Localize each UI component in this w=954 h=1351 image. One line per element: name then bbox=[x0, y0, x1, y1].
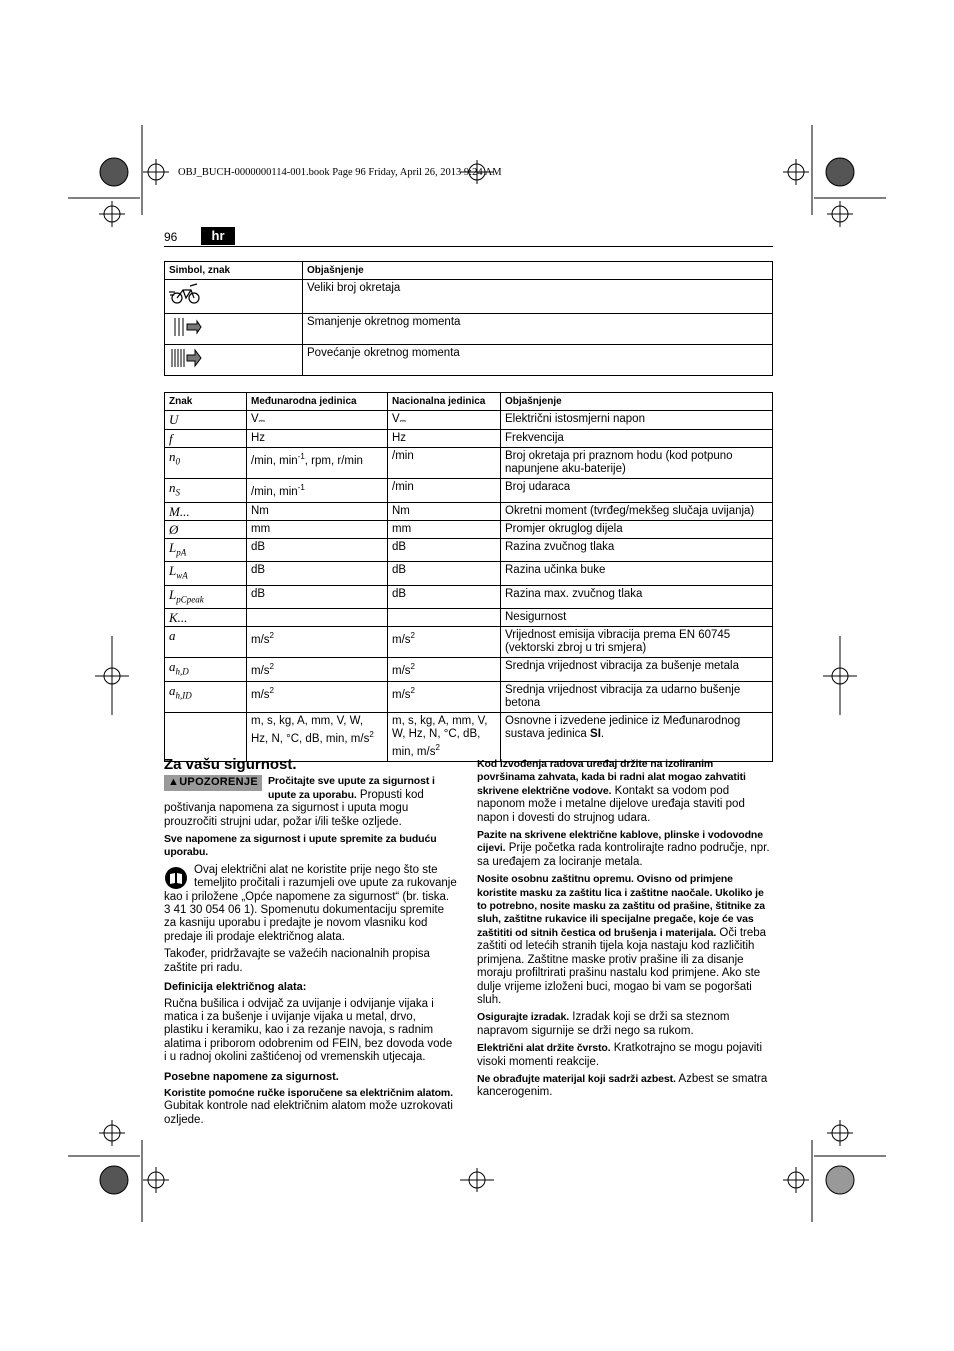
registration-rosette-icon bbox=[100, 158, 128, 186]
international-unit: dB bbox=[247, 538, 388, 562]
international-unit: dB bbox=[247, 585, 388, 609]
hold-tool-paragraph: Električni alat držite čvrsto. Kratkotrajno se mogu pojaviti visoki momenti reakcije. bbox=[477, 1042, 763, 1068]
unit-sign: a bbox=[165, 627, 247, 658]
unit-sign: U bbox=[165, 411, 247, 430]
language-badge: hr bbox=[201, 227, 235, 245]
national-unit: /min bbox=[388, 479, 501, 503]
table-row bbox=[165, 562, 773, 586]
asbestos-paragraph: Ne obrađujte materijal koji sadrži azbest. Azbest se smatra kancerogenim. bbox=[477, 1072, 768, 1099]
table-cell: Povećanje okretnog momenta bbox=[303, 345, 773, 376]
unit-explanation: Srednja vrijednost vibracija za bušenje metala bbox=[501, 658, 773, 682]
unit-explanation: Vrijednost emisija vibracija prema EN 60745 (vektorski zbroj u tri smjera) bbox=[501, 627, 773, 658]
unit-explanation: Električni istosmjerni napon bbox=[501, 411, 773, 430]
national-unit: dB bbox=[388, 562, 501, 586]
unit-sign bbox=[165, 712, 247, 761]
header-rule bbox=[164, 246, 773, 247]
definition-heading: Definicija električnog alata: bbox=[164, 981, 307, 994]
national-unit: Nm bbox=[388, 502, 501, 520]
table-row bbox=[165, 609, 773, 627]
international-unit: $m/s^2$ bbox=[247, 627, 388, 658]
right-column bbox=[477, 758, 773, 1104]
table-row bbox=[165, 448, 773, 479]
unit-explanation: Razina zvučnog tlaka bbox=[501, 538, 773, 562]
national-unit: $m/s^2$ bbox=[388, 681, 501, 712]
table-cell: Veliki broj okretaja bbox=[303, 280, 773, 314]
read-manual-icon bbox=[164, 866, 188, 890]
table-row bbox=[165, 658, 773, 682]
units-table-header: Objašnjenje bbox=[501, 393, 773, 411]
section-title: Za vašu sigurnost. bbox=[164, 756, 297, 773]
unit-explanation: Broj udaraca bbox=[501, 479, 773, 503]
left-column bbox=[164, 758, 457, 1131]
international-unit: dB bbox=[247, 562, 388, 586]
special-notes-heading: Posebne napomene za sigurnost. bbox=[164, 1070, 339, 1083]
warning-paragraph: ▲UPOZORENJE Pročitajte sve upute za sigurnost i upute za uporabu. Propusti kod poštivanja napomena za sigurnost i uputa mogu prouzročiti strujni udar, požar i/ili teške ozljede. bbox=[164, 775, 435, 828]
national-unit: dB bbox=[388, 538, 501, 562]
international-unit: $m/s^2$ bbox=[247, 681, 388, 712]
keep-instructions: Sve napomene za sigurnost i upute spremite za buduću uporabu. bbox=[164, 833, 437, 859]
unit-explanation: Frekvencija bbox=[501, 430, 773, 448]
table-row bbox=[165, 520, 773, 538]
national-unit: $m/s^2$ bbox=[388, 627, 501, 658]
table-row bbox=[165, 627, 773, 658]
national-unit: V⎓ bbox=[388, 411, 501, 430]
book-file-line: OBJ_BUCH-0000000114-001.book Page 96 Friday, April 26, 2013 9:24 AM bbox=[178, 167, 502, 178]
national-unit: m, s, kg, A, mm, V, W, Hz, N, °C, dB, min, $m/s^2$ bbox=[388, 712, 501, 761]
symbol-table-header: Simbol, znak bbox=[165, 262, 303, 280]
warning-triangle-icon: ▲ bbox=[168, 776, 180, 789]
international-unit: Nm bbox=[247, 502, 388, 520]
international-unit: V⎓ bbox=[247, 411, 388, 430]
symbol-table bbox=[164, 261, 773, 376]
dc-symbol-icon: ⎓ bbox=[399, 416, 407, 425]
unit-explanation: Okretni moment (tvrđeg/mekšeg slučaja uvijanja) bbox=[501, 502, 773, 520]
unit-sign: K... bbox=[165, 609, 247, 627]
units-table bbox=[164, 392, 773, 762]
units-table-header: Međunarodna jedinica bbox=[247, 393, 388, 411]
national-unit: dB bbox=[388, 585, 501, 609]
hidden-cables-paragraph: Pazite na skrivene električne kablove, plinske i vodovodne cijevi. Prije početka rada kontrolirajte radno područje, npr. sa uređajem za lociranje metala. bbox=[477, 829, 770, 868]
torque-increase-icon bbox=[169, 347, 203, 369]
unit-sign: $L_{pA}$ bbox=[165, 538, 247, 562]
unit-sign: f bbox=[165, 430, 247, 448]
manual-paragraph: Ovaj električni alat ne koristite prije nego što ste temeljito pročitali i razumjeli ove upute za rukovanje kao i priložene „Opće napomene za sigurnost“ (br. tiska. 3 41 30 054 06 1). Spomenutu dokumentaciju spremite za kasniju uporabu i predajte je novom vlasniku kod predaje ili prodaje električnog alata. bbox=[164, 863, 457, 943]
national-unit: mm bbox=[388, 520, 501, 538]
page-number: 96 bbox=[164, 230, 178, 244]
table-cell: Smanjenje okretnog momenta bbox=[303, 314, 773, 345]
table-row bbox=[165, 502, 773, 520]
international-unit bbox=[247, 609, 388, 627]
national-unit bbox=[388, 609, 501, 627]
handle-paragraph: Koristite pomoćne ručke isporučene sa električnim alatom. Gubitak kontrole nad električnim alatom može uzrokovati ozljede. bbox=[164, 1086, 453, 1126]
secure-workpiece-paragraph: Osigurajte izradak. Izradak koji se drži sa steznom napravom sigurnije se drži nego sa rukom. bbox=[477, 1011, 730, 1037]
regulations-paragraph: Također, pridržavajte se važećih nacionalnih propisa zaštite pri radu. bbox=[164, 948, 430, 974]
national-unit: $m/s^2$ bbox=[388, 658, 501, 682]
unit-sign: $a_{h,ID}$ bbox=[165, 681, 247, 712]
definition-text: Ručna bušilica i odvijač za uvijanje i odvijanje vijaka i matica i za bušenje i uvijanje vijaka u metal, drvo, plastiku i keramiku, kao i za rezanje navoja, s radnim alatima i priborom odobrenim od FEIN, bez dovoda vode i u radnoj okolini zaštićenoj od vremenskih utjecaja. bbox=[164, 997, 453, 1064]
international-unit: $m/s^2$ bbox=[247, 658, 388, 682]
table-cell bbox=[165, 314, 303, 345]
unit-sign: $L_{wA}$ bbox=[165, 562, 247, 586]
table-row bbox=[165, 585, 773, 609]
unit-explanation: Broj okretaja pri praznom hodu (kod potpuno napunjene aku-baterije) bbox=[501, 448, 773, 479]
unit-sign: $a_{h,D}$ bbox=[165, 658, 247, 682]
international-unit: /min, $\min^{-1}$ bbox=[247, 479, 388, 503]
torque-decrease-icon bbox=[169, 316, 203, 338]
protective-equipment-paragraph: Nosite osobnu zaštitnu opremu. Ovisno od primjene koristite masku za zaštitu lica i zaštitne naočale. Ukoliko je to potrebno, nosite masku za zaštitu od prašine, štitnike za sluh, zaštitne rukavice ili specijalne pregače, koje će vas zaštititi od sitnih čestica od brušenja i materijala. Oči treba zaštiti od letećih stranih tijela koja nastaju kod različitih primjena. Zaštitne maske protiv prašine ili za disanje moraju profiltrirati prašinu nastalu kod primjene. Ako ste dulje vrijeme izloženi buci, mogao bi vam se pogoršati sluh. bbox=[477, 873, 767, 1006]
table-row bbox=[165, 712, 773, 761]
unit-sign: $L_{pCpeak}$ bbox=[165, 585, 247, 609]
unit-sign: $n_0$ bbox=[165, 448, 247, 479]
warning-badge: ▲UPOZORENJE bbox=[164, 775, 262, 790]
table-row bbox=[165, 411, 773, 430]
table-row bbox=[165, 681, 773, 712]
international-unit: m, s, kg, A, mm, V, W, Hz, N, °C, dB, min, $m/s^2$ bbox=[247, 712, 388, 761]
unit-explanation: Srednja vrijednost vibracija za udarno bušenje betona bbox=[501, 681, 773, 712]
table-row bbox=[165, 479, 773, 503]
insulated-grip-paragraph: Kod izvođenja radova uređaj držite na izoliranim površinama zahvata, kada bi radni alat mogao zahvatiti skrivene električne vodove. Kontakt sa vodom pod naponom može i metalne dijelove uređaja staviti pod napon i dovesti do strujnog udara. bbox=[477, 758, 746, 824]
table-cell bbox=[165, 280, 303, 314]
unit-explanation: Osnovne i izvedene jedinice iz Međunarodnog sustava jedinica SI. bbox=[501, 712, 773, 761]
table-row bbox=[165, 430, 773, 448]
national-unit: /min bbox=[388, 448, 501, 479]
symbol-table-header: Objašnjenje bbox=[303, 262, 773, 280]
unit-sign: $n_S$ bbox=[165, 479, 247, 503]
international-unit: Hz bbox=[247, 430, 388, 448]
unit-sign: M... bbox=[165, 502, 247, 520]
unit-explanation: Razina učinka buke bbox=[501, 562, 773, 586]
units-table-header: Nacionalna jedinica bbox=[388, 393, 501, 411]
units-table-header: Znak bbox=[165, 393, 247, 411]
international-unit: /min, $\min^{-1}$, rpm, r/min bbox=[247, 448, 388, 479]
unit-explanation: Razina max. zvučnog tlaka bbox=[501, 585, 773, 609]
unit-explanation: Promjer okruglog dijela bbox=[501, 520, 773, 538]
dc-symbol-icon: ⎓ bbox=[258, 416, 266, 425]
international-unit: mm bbox=[247, 520, 388, 538]
high-speed-bike-icon bbox=[169, 282, 203, 306]
national-unit: Hz bbox=[388, 430, 501, 448]
table-row bbox=[165, 538, 773, 562]
unit-sign: Ø bbox=[165, 520, 247, 538]
table-cell bbox=[165, 345, 303, 376]
unit-explanation: Nesigurnost bbox=[501, 609, 773, 627]
